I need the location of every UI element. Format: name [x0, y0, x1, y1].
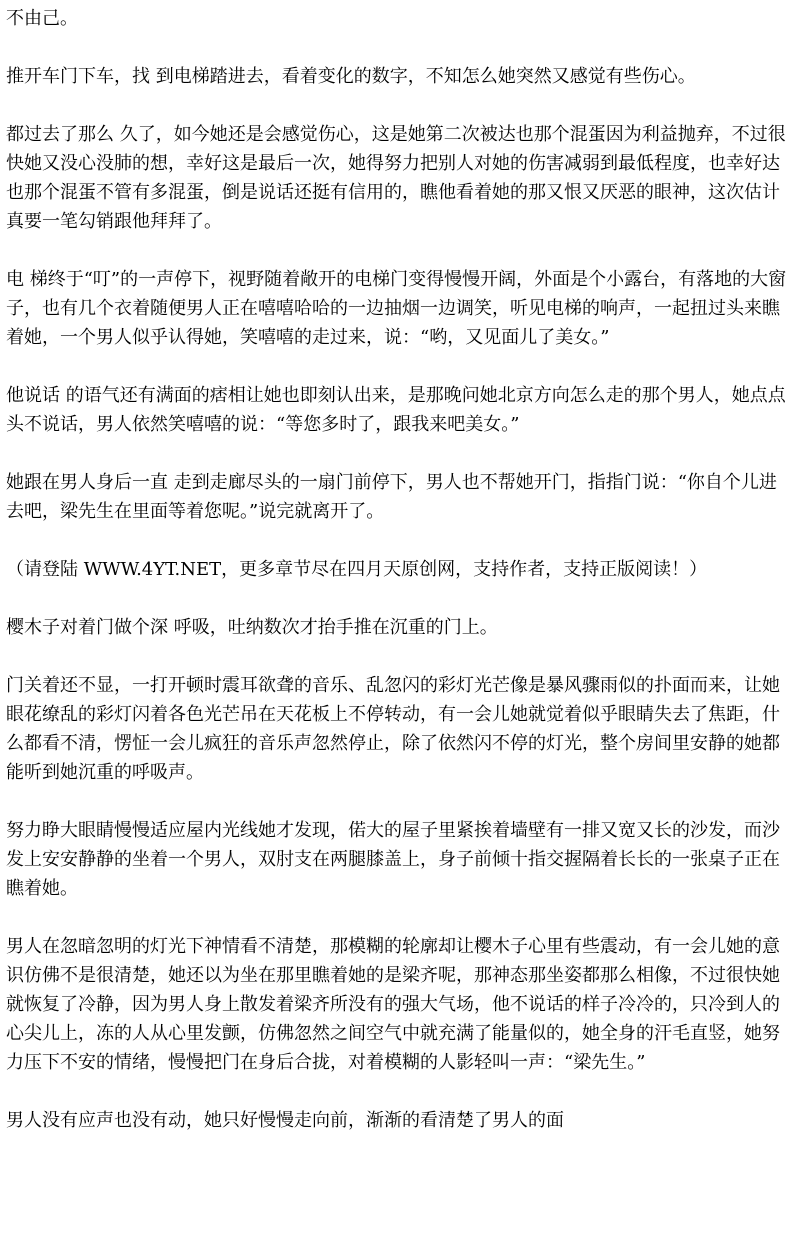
paragraph-11: 男人在忽暗忽明的灯光下神情看不清楚，那模糊的轮廓却让樱木子心里有些震动，有一会儿她的意识仿佛不是很清楚，她还以为坐在那里瞧着她的是梁齐呢，那神态那坐姿都那么相像，不过很快她就恢复了冷静，因为男人身上散发着梁齐所没有的强大气场，他不说话的样子冷冷的，只冷到人的心尖儿上，冻的人从心里发颤，仿佛忽然之间空气中就充满了能量似的，她全身的汗毛直竖，她努力压下不安的情绪，慢慢把门在身后合拢，对着模糊的人影轻叫一声：“梁先生。”: [6, 936, 780, 1073]
paragraph-8: 樱木子对着门做个深 呼吸，吐纳数次才抬手推在沉重的门上。: [6, 617, 498, 638]
paragraph-2: 推开车门下车，找 到电梯踏进去，看着变化的数字，不知怎么她突然又感觉有些伤心。: [6, 66, 696, 87]
paragraph-6: 她跟在男人身后一直 走到走廊尽头的一扇门前停下，男人也不帮她开门，指指门说：“你自个儿进去吧，梁先生在里面等着您呢。”说完就离开了。: [6, 472, 777, 522]
paragraph-10: 努力睁大眼睛慢慢适应屋内光线她才发现，偌大的屋子里紧挨着墙壁有一排又宽又长的沙发，而沙发上安安静静的坐着一个男人，双肘支在两腿膝盖上，身子前倾十指交握隔着长长的一张桌子正在瞧着她。: [6, 820, 780, 899]
paragraph-9: 门关着还不显，一打开顿时震耳欲聋的音乐、乱忽闪的彩灯光芒像是暴风骤雨似的扑面而来，让她眼花缭乱的彩灯闪着各色光芒吊在天花板上不停转动，有一会儿她就觉着似乎眼睛失去了焦距，什么都看不清，愣怔一会儿疯狂的音乐声忽然停止，除了依然闪不停的灯光，整个房间里安静的她都能听到她沉重的呼吸声。: [6, 675, 780, 783]
paragraph-3: 都过去了那么 久了，如今她还是会感觉伤心，这是她第二次被达也那个混蛋因为利益抛弃，不过很快她又没心没肺的想，幸好这是最后一次，她得努力把别人对她的伤害减弱到最低程度，也幸好达也那个混蛋不管有多混蛋，倒是说话还挺有信用的，瞧他看着她的那又恨又厌恶的眼神，这次估计真要一笔勾销跟他拜拜了。: [6, 124, 786, 232]
site-notice-paragraph: （请登陆 WWW.4YT.NET，更多章节尽在四月天原创网，支持作者，支持正版阅读！）: [6, 559, 708, 580]
paragraph-12: 男人没有应声也没有动，她只好慢慢走向前，渐渐的看清楚了男人的面: [6, 1110, 564, 1131]
paragraph-5: 他说话 的语气还有满面的痞相让她也即刻认出来，是那晚问她北京方向怎么走的那个男人，她点点头不说话，男人依然笑嘻嘻的说：“等您多时了，跟我来吧美女。”: [6, 385, 786, 435]
paragraph-1: 不由己。: [6, 8, 78, 29]
paragraph-4: 电 梯终于“叮”的一声停下，视野随着敞开的电梯门变得慢慢开阔，外面是个小露台，有落地的大窗子，也有几个衣着随便男人正在嘻嘻哈哈的一边抽烟一边调笑，听见电梯的响声，一起扭过头来瞧着她，一个男人似乎认得她，笑嘻嘻的走过来，说：“哟，又见面儿了美女。”: [6, 269, 787, 348]
